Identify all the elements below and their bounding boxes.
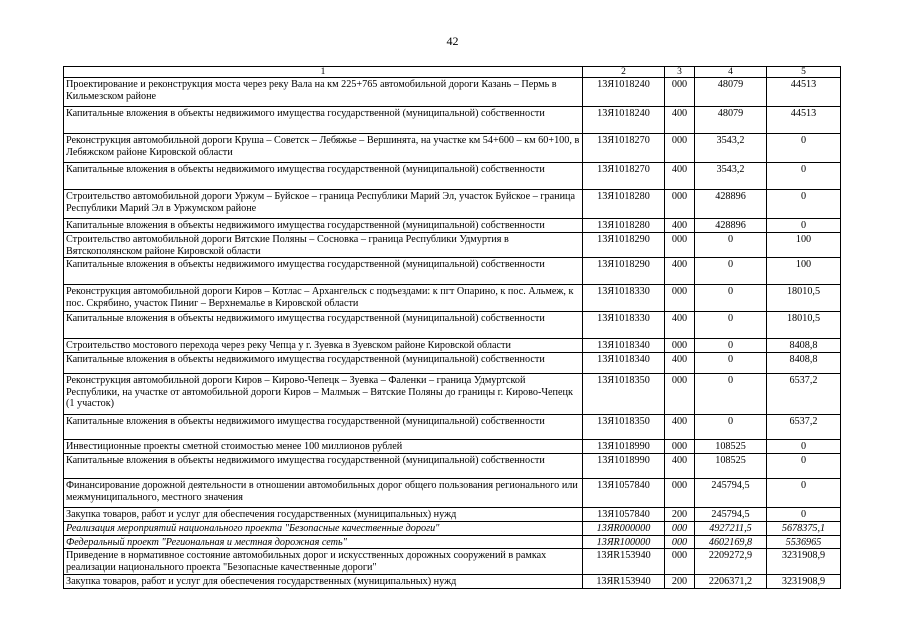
cell-value-2: 44513 xyxy=(767,107,841,134)
cell-type: 200 xyxy=(665,508,695,522)
cell-code: 13ЯR000000 xyxy=(583,522,665,536)
cell-name: Реконструкция автомобильной дороги Киров – Котлас – Архангельск с подъездами: к пгт Опарино, к пос. Альмеж, к пос. Скрябино, участок Пиниг – Верхнемалье в Кировской области xyxy=(64,285,583,312)
cell-name: Реализация мероприятий национального проекта "Безопасные качественные дороги" xyxy=(64,522,583,536)
cell-value-1: 0 xyxy=(695,353,767,374)
cell-value-2: 0 xyxy=(767,219,841,233)
cell-value-2: 18010,5 xyxy=(767,285,841,312)
cell-type: 000 xyxy=(665,479,695,508)
table-header-row xyxy=(64,67,841,78)
cell-type: 000 xyxy=(665,285,695,312)
budget-table xyxy=(63,66,841,589)
cell-value-2: 8408,8 xyxy=(767,353,841,374)
cell-type: 000 xyxy=(665,522,695,536)
cell-value-2: 0 xyxy=(767,163,841,190)
cell-value-2: 44513 xyxy=(767,78,841,107)
cell-code: 13Я1018350 xyxy=(583,415,665,440)
cell-name: Капитальные вложения в объекты недвижимого имущества государственной (муниципальной) собственности xyxy=(64,258,583,285)
cell-value-2: 100 xyxy=(767,233,841,258)
cell-code: 13Я1018340 xyxy=(583,353,665,374)
cell-type: 000 xyxy=(665,78,695,107)
cell-value-2: 3231908,9 xyxy=(767,574,841,588)
cell-value-1: 0 xyxy=(695,312,767,339)
cell-value-2: 5678375,1 xyxy=(767,522,841,536)
table-row xyxy=(64,219,841,233)
cell-type: 400 xyxy=(665,312,695,339)
table-row xyxy=(64,107,841,134)
cell-code: 13Я1018990 xyxy=(583,454,665,479)
header-cell-name: 1 xyxy=(64,67,583,78)
cell-name: Строительство автомобильной дороги Вятские Поляны – Сосновка – граница Республики Удмуртия в Вятскополянском районе Кировской области xyxy=(64,233,583,258)
cell-value-2: 6537,2 xyxy=(767,415,841,440)
cell-name: Инвестиционные проекты сметной стоимостью менее 100 миллионов рублей xyxy=(64,440,583,454)
cell-name: Реконструкция автомобильной дороги Киров – Кирово-Чепецк – Зуевка – Фаленки – граница Удмуртской Республики, на участке от автомобильной дороги Киров – Малмыж – Вятские Поляны до границы г. Кирово-Чепецк (1 участок) xyxy=(64,374,583,415)
table-row xyxy=(64,353,841,374)
cell-type: 000 xyxy=(665,190,695,219)
cell-value-1: 108525 xyxy=(695,454,767,479)
cell-type: 000 xyxy=(665,549,695,574)
cell-value-1: 108525 xyxy=(695,440,767,454)
cell-value-1: 0 xyxy=(695,258,767,285)
table-row xyxy=(64,574,841,588)
table-row xyxy=(64,454,841,479)
cell-value-1: 0 xyxy=(695,339,767,353)
cell-type: 400 xyxy=(665,107,695,134)
cell-name: Капитальные вложения в объекты недвижимого имущества государственной (муниципальной) собственности xyxy=(64,454,583,479)
cell-type: 400 xyxy=(665,219,695,233)
table-row xyxy=(64,479,841,508)
cell-name: Приведение в нормативное состояние автомобильных дорог и искусственных дорожных сооружений в рамках реализации национального проекта "Безопасные качественные дороги" xyxy=(64,549,583,574)
cell-value-1: 428896 xyxy=(695,219,767,233)
cell-type: 000 xyxy=(665,440,695,454)
cell-code: 13Я1057840 xyxy=(583,479,665,508)
cell-type: 400 xyxy=(665,415,695,440)
cell-code: 13Я1018990 xyxy=(583,440,665,454)
cell-value-2: 18010,5 xyxy=(767,312,841,339)
cell-type: 000 xyxy=(665,134,695,163)
cell-value-2: 8408,8 xyxy=(767,339,841,353)
cell-name: Федеральный проект "Региональная и местная дорожная сеть" xyxy=(64,535,583,549)
cell-name: Закупка товаров, работ и услуг для обеспечения государственных (муниципальных) нужд xyxy=(64,508,583,522)
cell-name: Финансирование дорожной деятельности в отношении автомобильных дорог общего пользования регионального или межмуниципального, местного значения xyxy=(64,479,583,508)
cell-name: Капитальные вложения в объекты недвижимого имущества государственной (муниципальной) собственности xyxy=(64,107,583,134)
cell-code: 13Я1018340 xyxy=(583,339,665,353)
cell-value-2: 0 xyxy=(767,508,841,522)
cell-code: 13Я1018290 xyxy=(583,258,665,285)
cell-name: Реконструкция автомобильной дороги Круша – Советск – Лебяжье – Вершинята, на участке км 54+600 – км 60+100, в Лебяжском районе Кировской области xyxy=(64,134,583,163)
cell-value-1: 245794,5 xyxy=(695,508,767,522)
cell-type: 200 xyxy=(665,574,695,588)
cell-name: Проектирование и реконструкция моста через реку Вала на км 225+765 автомобильной дороги Казань – Пермь в Кильмезском районе xyxy=(64,78,583,107)
cell-value-2: 0 xyxy=(767,454,841,479)
table-row xyxy=(64,440,841,454)
table-row xyxy=(64,190,841,219)
table-row xyxy=(64,339,841,353)
cell-type: 000 xyxy=(665,374,695,415)
cell-code: 13Я1018280 xyxy=(583,219,665,233)
cell-code: 13Я1018290 xyxy=(583,233,665,258)
cell-code: 13Я1057840 xyxy=(583,508,665,522)
table-row xyxy=(64,508,841,522)
cell-type: 000 xyxy=(665,233,695,258)
cell-code: 13Я1018270 xyxy=(583,163,665,190)
cell-name: Капитальные вложения в объекты недвижимого имущества государственной (муниципальной) собственности xyxy=(64,163,583,190)
cell-value-2: 3231908,9 xyxy=(767,549,841,574)
cell-code: 13Я1018280 xyxy=(583,190,665,219)
header-cell-value-2: 5 xyxy=(767,67,841,78)
cell-value-2: 0 xyxy=(767,440,841,454)
cell-value-1: 2209272,9 xyxy=(695,549,767,574)
budget-table-body xyxy=(64,67,841,589)
table-row xyxy=(64,258,841,285)
header-cell-value-1: 4 xyxy=(695,67,767,78)
cell-code: 13Я1018270 xyxy=(583,134,665,163)
cell-value-2: 0 xyxy=(767,134,841,163)
cell-type: 400 xyxy=(665,353,695,374)
cell-name: Строительство мостового перехода через реку Чепца у г. Зуевка в Зуевском районе Кировской области xyxy=(64,339,583,353)
table-row xyxy=(64,549,841,574)
cell-name: Строительство автомобильной дороги Уржум – Буйское – граница Республики Марий Эл, участок Буйское – граница Республики Марий Эл в Уржумском районе xyxy=(64,190,583,219)
cell-name: Капитальные вложения в объекты недвижимого имущества государственной (муниципальной) собственности xyxy=(64,415,583,440)
cell-value-2: 0 xyxy=(767,479,841,508)
table-row xyxy=(64,522,841,536)
cell-code: 13ЯR153940 xyxy=(583,549,665,574)
page-number: 42 xyxy=(446,34,459,48)
cell-code: 13ЯR100000 xyxy=(583,535,665,549)
table-row xyxy=(64,163,841,190)
cell-type: 400 xyxy=(665,258,695,285)
cell-type: 400 xyxy=(665,454,695,479)
table-row xyxy=(64,374,841,415)
table-row xyxy=(64,312,841,339)
table-row xyxy=(64,233,841,258)
budget-table-wrapper xyxy=(63,66,840,589)
cell-code: 13Я1018240 xyxy=(583,78,665,107)
table-row xyxy=(64,134,841,163)
cell-code: 13Я1018330 xyxy=(583,285,665,312)
cell-code: 13Я1018240 xyxy=(583,107,665,134)
cell-value-1: 48079 xyxy=(695,78,767,107)
cell-value-1: 0 xyxy=(695,374,767,415)
cell-value-1: 0 xyxy=(695,285,767,312)
cell-name: Капитальные вложения в объекты недвижимого имущества государственной (муниципальной) собственности xyxy=(64,353,583,374)
cell-value-1: 0 xyxy=(695,415,767,440)
cell-value-2: 0 xyxy=(767,190,841,219)
cell-name: Закупка товаров, работ и услуг для обеспечения государственных (муниципальных) нужд xyxy=(64,574,583,588)
cell-code: 13Я1018330 xyxy=(583,312,665,339)
cell-code: 13ЯR153940 xyxy=(583,574,665,588)
cell-name: Капитальные вложения в объекты недвижимого имущества государственной (муниципальной) собственности xyxy=(64,312,583,339)
cell-value-1: 245794,5 xyxy=(695,479,767,508)
table-row xyxy=(64,535,841,549)
cell-code: 13Я1018350 xyxy=(583,374,665,415)
cell-value-1: 4602169,8 xyxy=(695,535,767,549)
cell-value-1: 3543,2 xyxy=(695,134,767,163)
cell-value-2: 5536965 xyxy=(767,535,841,549)
cell-value-1: 4927211,5 xyxy=(695,522,767,536)
cell-value-1: 48079 xyxy=(695,107,767,134)
table-row xyxy=(64,415,841,440)
cell-type: 000 xyxy=(665,339,695,353)
cell-value-2: 6537,2 xyxy=(767,374,841,415)
header-cell-type: 3 xyxy=(665,67,695,78)
header-cell-code: 2 xyxy=(583,67,665,78)
table-row xyxy=(64,285,841,312)
cell-value-1: 428896 xyxy=(695,190,767,219)
table-row xyxy=(64,78,841,107)
cell-name: Капитальные вложения в объекты недвижимого имущества государственной (муниципальной) собственности xyxy=(64,219,583,233)
cell-type: 400 xyxy=(665,163,695,190)
cell-value-1: 2206371,2 xyxy=(695,574,767,588)
cell-value-2: 100 xyxy=(767,258,841,285)
cell-type: 000 xyxy=(665,535,695,549)
cell-value-1: 0 xyxy=(695,233,767,258)
cell-value-1: 3543,2 xyxy=(695,163,767,190)
